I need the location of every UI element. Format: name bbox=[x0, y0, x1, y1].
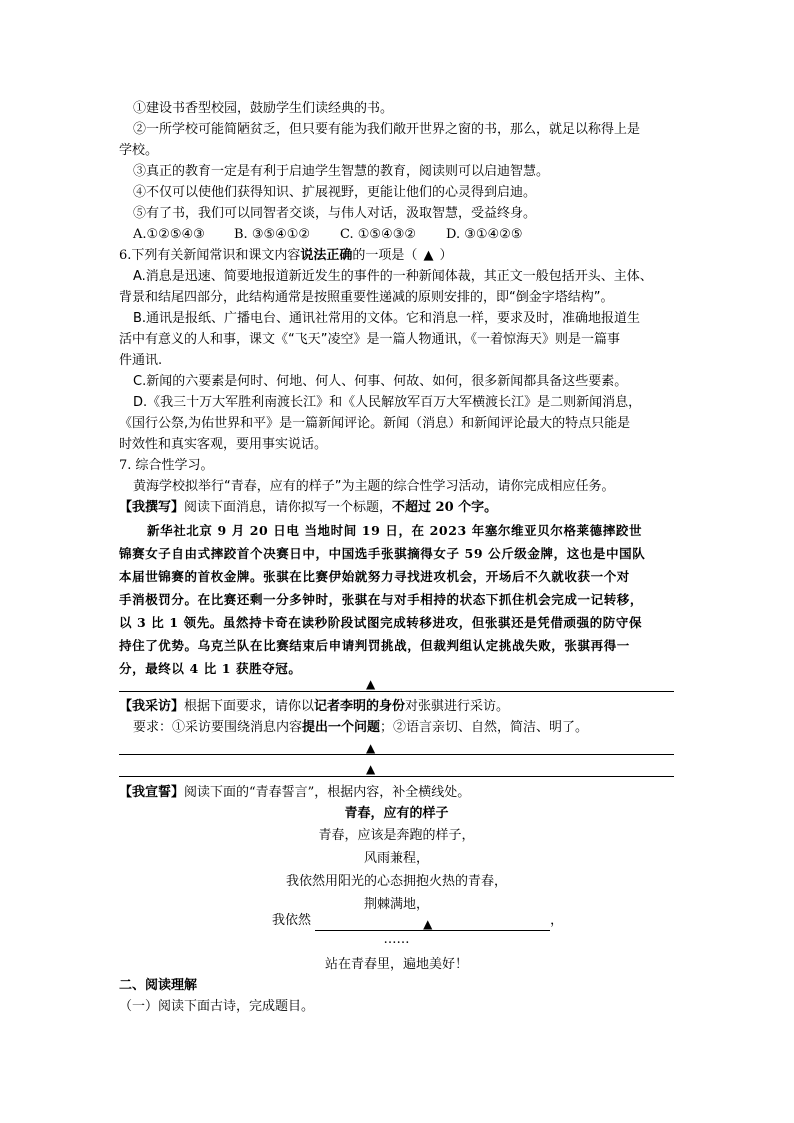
interview-task: 【我采访】根据下面要求，请你以记者李明的身份对张骐进行采访。 bbox=[119, 699, 510, 714]
news-line-4: 手消极罚分。在比赛还剩一分多钟时，张骐在与对手相持的状态下抓住机会完成一记转移， bbox=[119, 592, 644, 607]
news-line-2: 锦赛女子自由式摔跤首个决赛日中，中国选手张骐摘得女子 59 公斤级金牌，这也是中国队 bbox=[119, 546, 646, 561]
poem-fill-blank[interactable] bbox=[315, 914, 550, 931]
write-task-tag: 【我撰写】 bbox=[119, 500, 185, 515]
news-line-7: 分，最终以 4 比 1 获胜夺冠。 bbox=[119, 661, 302, 676]
poem-line-1: 青春，应该是奔跑的样子， bbox=[318, 828, 475, 843]
answer-marker: ▲ bbox=[366, 741, 376, 755]
poem-line-3: 我依然用阳光的心态拥抱火热的青春， bbox=[285, 874, 507, 889]
option-c: C. ①⑤④③② bbox=[340, 227, 417, 242]
sentence-4: ④不仅可以使他们获得知识、扩展视野，更能让他们的心灵得到启迪。 bbox=[133, 185, 537, 200]
sentence-1: ①建设书香型校园，鼓励学生们读经典的书。 bbox=[133, 101, 394, 116]
q6-option-b-line-1: B.通讯是报纸、广播电台、通讯社常用的文体。它和消息一样，要求及时，准确地报道生 bbox=[133, 311, 641, 326]
poem-line-2: 风雨兼程， bbox=[363, 851, 429, 866]
section-2-title: 二、阅读理解 bbox=[119, 978, 198, 993]
interview-answer-line-1[interactable] bbox=[119, 754, 674, 755]
q6-option-c: C.新闻的六要素是何时、何地、何人、何事、何故、如何，很多新闻都具备这些要素。 bbox=[133, 374, 628, 389]
q6-option-a-line-2: 背景和结尾四部分，此结构通常是按照重要性递减的原则安排的，即“倒金字塔结构”。 bbox=[119, 290, 614, 305]
q6-option-d-line-2: 《国行公祭,为佑世界和平》是一篇新闻评论。新闻（消息）和新闻评论最大的特点只能是 bbox=[119, 416, 631, 431]
q6-option-b-line-3: 件通讯. bbox=[119, 353, 163, 368]
option-b: B. ③⑤④①② bbox=[234, 227, 311, 242]
poem-line-7: 站在青春里，遍地美好！ bbox=[324, 957, 468, 972]
section-2-subtitle: （一）阅读下面古诗，完成题目。 bbox=[119, 999, 315, 1014]
answer-marker: ▲ bbox=[366, 677, 376, 691]
news-line-5: 以 3 比 1 领先。虽然持卡奇在读秒阶段试图完成转移进攻，但张骐还是凭借顽强的防守保 bbox=[119, 615, 643, 630]
q6-option-d-line-3: 时效性和真实客观，要用事实说话。 bbox=[119, 437, 328, 452]
sentence-5: ⑤有了书，我们可以同智者交谈，与伟人对话，汲取智慧，受益终身。 bbox=[133, 206, 537, 221]
sentence-2-line-2: 学校。 bbox=[119, 143, 159, 158]
news-line-6: 持住了优势。乌克兰队在比赛结束后申请判罚挑战，但裁判组认定挑战失败，张骐再得一 bbox=[119, 638, 630, 653]
answer-marker: ▲ bbox=[366, 762, 376, 776]
option-d: D. ③①④②⑤ bbox=[446, 227, 523, 242]
q6-stem: 6.下列有关新闻常识和课文内容说法正确的一项是（ ▲ ） bbox=[119, 248, 453, 263]
write-task: 【我撰写】阅读下面消息，请你拟写一个标题，不超过 20 个字。 bbox=[119, 500, 498, 515]
sentence-3: ③真正的教育一定是有利于启迪学生智慧的教育，阅读则可以启迪智慧。 bbox=[133, 164, 550, 179]
answer-marker: ▲ bbox=[423, 917, 433, 931]
interview-answer-line-2[interactable] bbox=[119, 776, 674, 777]
interview-task-tag: 【我采访】 bbox=[119, 699, 185, 714]
poem-line-4: 荆棘满地， bbox=[363, 897, 429, 912]
sentence-2-line-1: ②一所学校可能简陋贫乏，但只要有能为我们敞开世界之窗的书，那么，就足以称得上是 bbox=[133, 122, 641, 137]
q6-option-a-line-1: A.消息是迅速、简要地报道新近发生的事件的一种新闻体裁，其正文一般包括开头、主体、 bbox=[133, 269, 653, 284]
poem-line-5: 我依然 ▲ ， bbox=[272, 911, 563, 931]
q7-intro: 黄海学校拟举行“青春，应有的样子”为主题的综合性学习活动，请你完成相应任务。 bbox=[133, 479, 615, 494]
answer-marker: ▲ bbox=[423, 248, 434, 263]
news-line-1: 新华社北京 9 月 20 日电 当地时间 19 日，在 2023 年塞尔维亚贝尔格莱德摔跤世 bbox=[147, 523, 643, 538]
q6-stem-emphasis: 说法正确 bbox=[300, 248, 353, 263]
poem-title: 青春，应有的样子 bbox=[344, 806, 449, 821]
q6-option-d-line-1: D.《我三十万大军胜利南渡长江》和《人民解放军百万大军横渡长江》是二则新闻消息， bbox=[133, 395, 642, 410]
oath-task-tag: 【我宣誓】 bbox=[119, 785, 185, 800]
news-line-3: 本届世锦赛的首枚金牌。张骐在比赛伊始就努力寻找进攻机会，开场后不久就收获一个对 bbox=[119, 569, 630, 584]
interview-requirements: 要求：①采访要围绕消息内容提出一个问题；②语言亲切、自然，简洁、明了。 bbox=[133, 720, 589, 735]
title-answer-line[interactable] bbox=[119, 691, 674, 692]
option-a: A.①②⑤④③ bbox=[133, 227, 205, 242]
q7-title: 7. 综合性学习。 bbox=[119, 458, 214, 473]
q6-option-b-line-2: 活中有意义的人和事，课文《“飞天”凌空》是一篇人物通讯，《一着惊海天》则是一篇事 bbox=[119, 332, 620, 347]
poem-ellipsis: …… bbox=[383, 932, 410, 947]
oath-task: 【我宣誓】阅读下面的“青春誓言”，根据内容，补全横线处。 bbox=[119, 785, 471, 800]
